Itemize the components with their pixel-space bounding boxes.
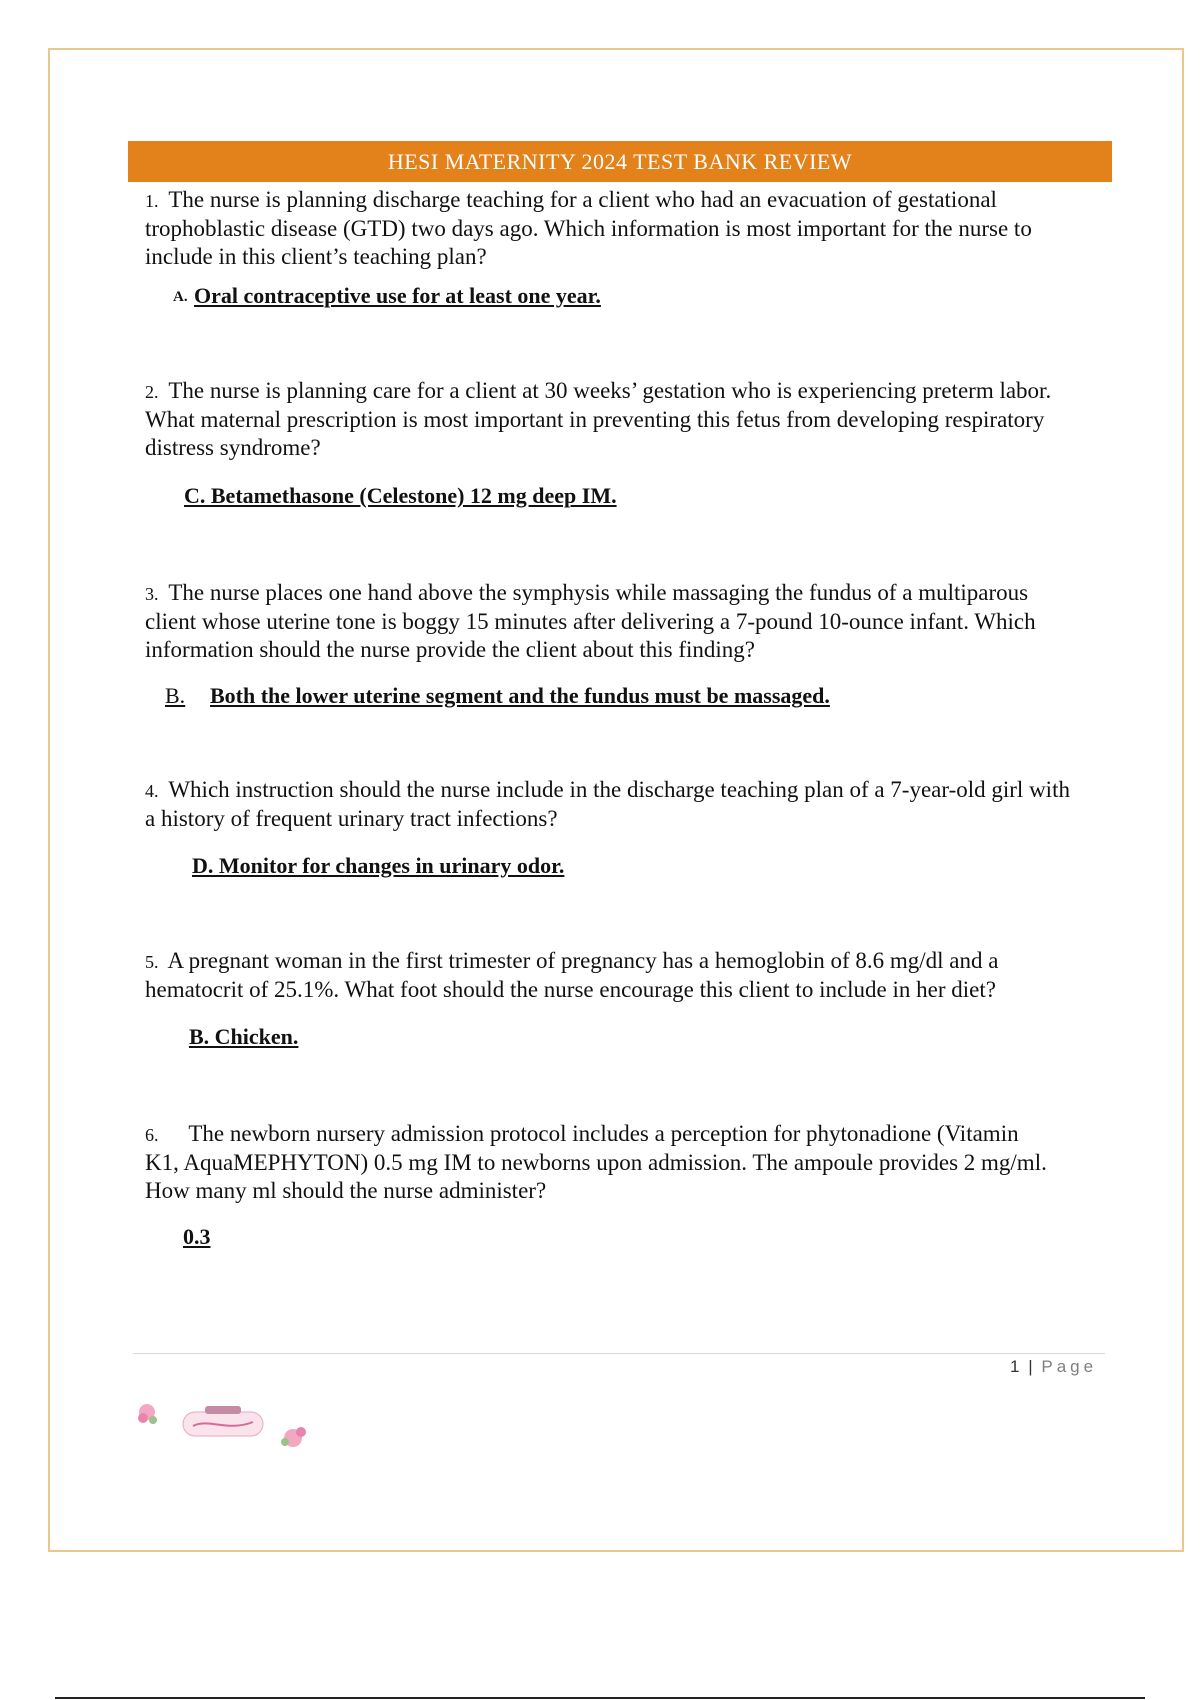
page-number-value: 1 [1010,1357,1022,1376]
question-number: 5. [145,952,159,972]
question-number: 3. [145,584,159,604]
question-text: The newborn nursery admission protocol includes a perception for phytonadione (Vitamin K1, AquaMEPHYTON) 0.5 mg IM to newborns upon admission. The ampoule provides 2 mg/ml. How many ml should the nurse administer? [145,1121,1047,1203]
answer-5: B. Chicken. [189,1024,299,1049]
question-text: A pregnant woman in the first trimester of pregnancy has a hemoglobin of 8.6 mg/dl and a hematocrit of 25.1%. What foot should the nurse encourage this client to include in her diet? [145,948,999,1002]
question-2 [145,377,1080,462]
answer-prefix: B. [165,683,186,708]
page-label: Page [1041,1357,1098,1376]
question-number: 2. [145,382,159,402]
brand-logo-icon [133,1398,313,1450]
question-1 [145,186,1080,271]
question-number: 4. [145,781,159,801]
answer-1: Oral contraceptive use for at least one year. [194,283,601,308]
answer-6: 0.3 [183,1224,211,1249]
answer-2: C. Betamethasone (Celestone) 12 mg deep IM. [184,483,617,508]
question-text: Which instruction should the nurse include in the discharge teaching plan of a 7-year-old girl with a history of frequent urinary tract infections? [145,777,1070,831]
page-number-separator: | [1028,1357,1035,1376]
answer-3: Both the lower uterine segment and the fundus must be massaged. [210,683,830,708]
page-number [1010,1357,1097,1377]
question-3 [145,579,1080,664]
question-4 [145,776,1080,833]
answer-prefix: A. [173,289,188,305]
answer-4: D. Monitor for changes in urinary odor. [192,853,565,878]
question-5 [145,947,1080,1004]
question-number: 1. [145,191,159,211]
question-text: The nurse places one hand above the symphysis while massaging the fundus of a multiparous client whose uterine tone is boggy 15 minutes after delivering a 7-pound 10-ounce infant. Which information should the nurse provide the client about this finding? [145,580,1036,662]
bottom-rule [55,1697,1145,1699]
document-title: HESI MATERNITY 2024 TEST BANK REVIEW [128,141,1112,182]
question-text: The nurse is planning care for a client at 30 weeks’ gestation who is experiencing preterm labor. What maternal prescription is most important in preventing this fetus from developing respiratory distress syndrome? [145,378,1052,460]
question-number: 6. [145,1125,159,1145]
question-6 [145,1120,1055,1205]
footer-divider [133,1353,1105,1354]
question-text: The nurse is planning discharge teaching for a client who had an evacuation of gestational trophoblastic disease (GTD) two days ago. Which information is most important for the nurse to include in this client’s teaching plan? [145,187,1032,269]
